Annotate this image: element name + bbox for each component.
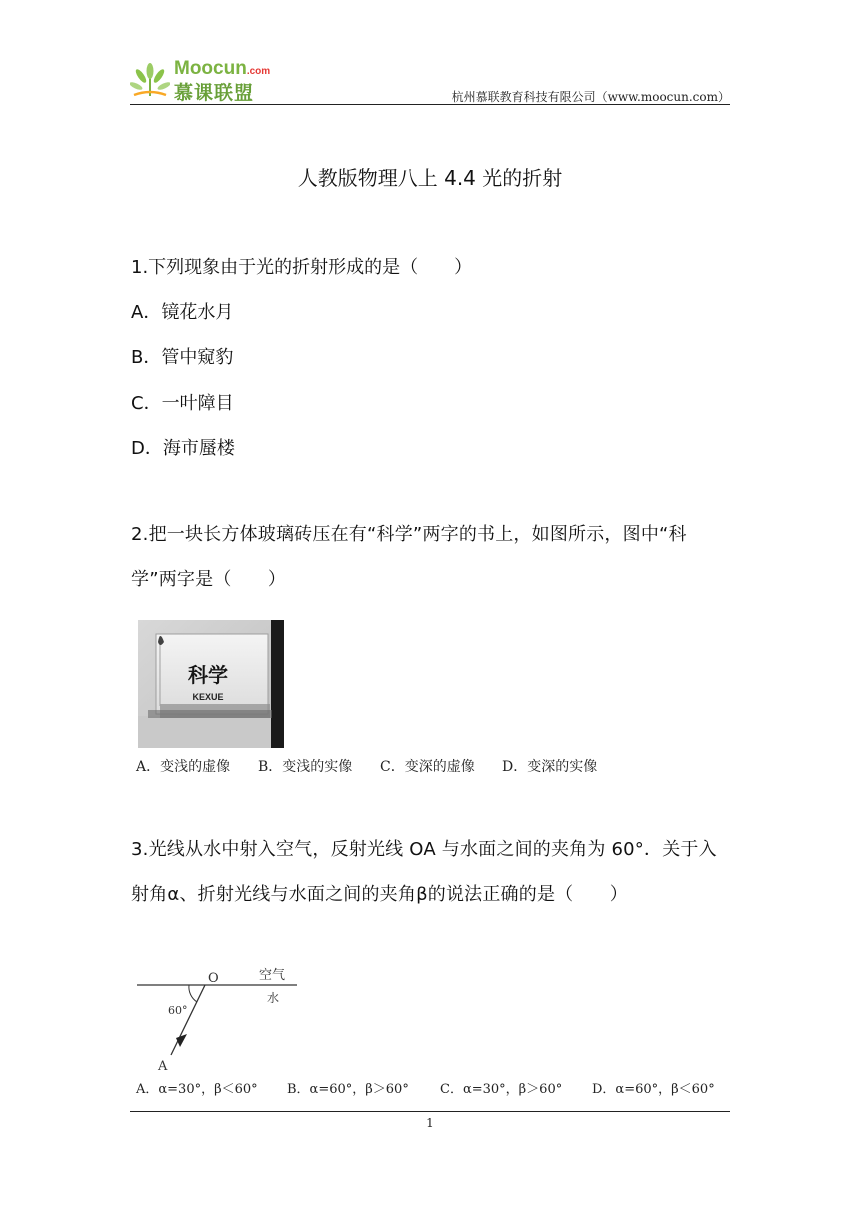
question-1-stem: 1.下列现象由于光的折射形成的是（ ） (131, 257, 473, 278)
ray-arrow-icon (176, 1034, 187, 1047)
angle-arc (189, 985, 197, 1002)
question-1-option-c: C．一叶障目 (131, 393, 234, 414)
question-1-option-b: B．管中窥豹 (131, 347, 234, 368)
photo-pinyin-label: KEXUE (192, 692, 224, 702)
page-title: 人教版物理八上 4.4 光的折射 (297, 166, 563, 190)
label-air: 空气 (259, 968, 286, 983)
reflected-ray-oa (171, 985, 205, 1055)
company-name: 杭州慕联教育科技有限公司（www.moocun.com） (451, 90, 730, 104)
question-3-stem: 3.光线从水中射入空气，反射光线 OA 与水面之间的夹角为 60°．关于入射角α、折射光线与水面之间的夹角β的说法正确的是（ ） (131, 839, 717, 905)
question-3-option-a: A．α=30°，β＜60° (136, 1082, 258, 1097)
question-2-option-d: D．变深的实像 (502, 759, 598, 775)
photo-label-kexue: 科学 (188, 663, 228, 687)
question-2-option-a: A．变浅的虚像 (136, 759, 231, 775)
header-rule (130, 104, 730, 105)
question-2-option-b: B．变浅的实像 (258, 759, 353, 775)
label-point-a: A (158, 1059, 168, 1074)
moocun-logo (130, 58, 280, 102)
logo-english: Moocun.com (174, 58, 271, 79)
label-angle: 60° (168, 1004, 188, 1017)
question-2-stem: 2.把一块长方体玻璃砖压在有“科学”两字的书上，如图所示，图中“科学”两字是（ ） (131, 524, 687, 590)
label-point-o: O (208, 971, 219, 986)
question-3-option-b: B．α=60°，β＞60° (287, 1082, 409, 1097)
question-3-option-c: C．α=30°，β＞60° (440, 1082, 563, 1097)
glass-brick-photo (138, 620, 284, 748)
question-1-option-d: D．海市蜃楼 (131, 438, 235, 459)
refraction-diagram (135, 960, 315, 1082)
page-number: 1 (426, 1116, 434, 1130)
leaf-logo-icon (130, 62, 170, 98)
question-1-option-a: A．镜花水月 (131, 302, 234, 323)
footer-rule (130, 1111, 730, 1112)
logo-chinese: 慕课联盟 (174, 82, 255, 104)
label-water: 水 (267, 991, 280, 1005)
question-3-option-d: D．α=60°，β＜60° (592, 1082, 715, 1097)
question-2-option-c: C．变深的虚像 (380, 759, 475, 775)
